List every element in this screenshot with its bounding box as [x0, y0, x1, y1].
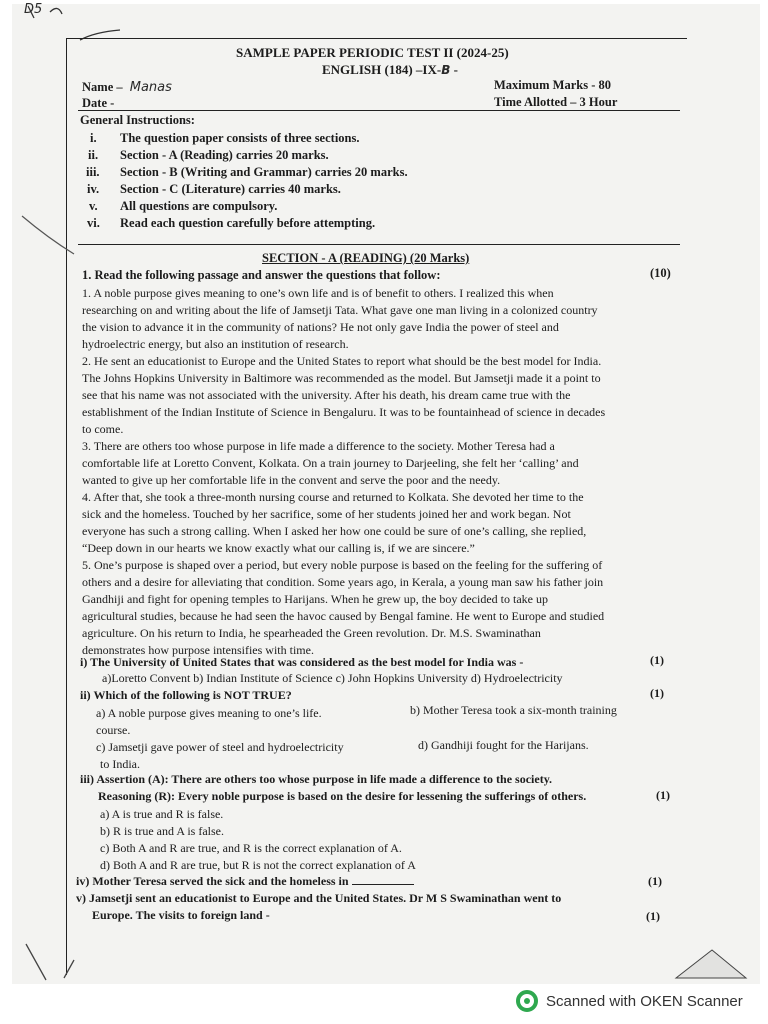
passage-line: comfortable life at Loretto Convent, Kolkata. On a train journey to Darjeeling, she felt her ‘calling’ and [82, 456, 579, 470]
passage-line: to come. [82, 422, 124, 436]
page-fold [672, 942, 752, 982]
instruction-num: v. [89, 199, 98, 213]
option-b: b) R is true and A is false. [100, 824, 224, 838]
question-i-marks: (1) [650, 653, 664, 667]
q1-marks: (10) [650, 266, 671, 280]
instruction-num: ii. [88, 148, 99, 162]
instructions-heading: General Instructions: [80, 113, 195, 127]
section-a-title: SECTION - A (READING) (20 Marks) [262, 251, 470, 265]
passage-line: see that his name was not associated with the university. After his death, his dream came true with the [82, 388, 571, 402]
passage-line: The Johns Hopkins University in Baltimore was recommended as the model. But Jamsetji made it a point to [82, 371, 601, 385]
answer-blank [352, 874, 414, 885]
option-c: c) Both A and R are true, and R is the correct explanation of A. [100, 841, 402, 855]
question-i-options: a)Loretto Convent b) Indian Institute of Science c) John Hopkins University d) Hydroelectricity [102, 671, 563, 685]
scanner-watermark [516, 990, 743, 1012]
passage-line: 1. A noble purpose gives meaning to one’s own life and is of benefit to others. I realized this when [82, 286, 554, 300]
option-b: b) Mother Teresa took a six-month training [410, 703, 617, 717]
instruction-text: All questions are compulsory. [120, 199, 278, 213]
header-divider [78, 110, 680, 111]
q1-prompt: 1. Read the following passage and answer the questions that follow: [82, 268, 441, 282]
option-a: a) A is true and R is false. [100, 807, 224, 821]
option-c-continued: to India. [100, 757, 140, 771]
option-d: d) Both A and R are true, but R is not the correct explanation of A [100, 858, 416, 872]
handwritten-section: B [441, 63, 451, 77]
passage-line: the vision to advance it in the community of nations? He not only gave India the power of steel and [82, 320, 559, 334]
instruction-text: Section - A (Reading) carries 20 marks. [120, 148, 329, 162]
instruction-text: Section - B (Writing and Grammar) carries 20 marks. [120, 165, 408, 179]
margin-mark [18, 210, 78, 260]
passage-line: 3. There are others too whose purpose in life made a difference to the society. Mother Teresa had a [82, 439, 555, 453]
instruction-num: i. [90, 131, 97, 145]
passage-line: demonstrates how purpose intensifies with time. [82, 643, 314, 657]
question-v-continued: Europe. The visits to foreign land - [92, 908, 270, 922]
question-iv-marks: (1) [648, 874, 662, 888]
paper-title: SAMPLE PAPER PERIODIC TEST II (2024-25) [236, 45, 509, 60]
name-label: Name – Manas [82, 80, 172, 95]
passage-line: Gandhiji and fight for opening temples to Harijans. When he grew up, the boy decided to take up [82, 592, 548, 606]
passage-line: “Deep down in our hearts we know exactly what our calling is, if we are sincere.” [82, 541, 475, 555]
oken-logo-icon [516, 990, 538, 1012]
reasoning: Reasoning (R): Every noble purpose is based on the desire for lessening the sufferings of others. [98, 789, 587, 803]
passage-line: 2. He sent an educationist to Europe and the United States to report what should be the best model for India. [82, 354, 602, 368]
passage-line: researching on and writing about the life of Jamsetji Tata. What gave one man living in a colonized country [82, 303, 598, 317]
question-i: i) The University of United States that was considered as the best model for India was - [80, 655, 524, 669]
handwritten-name: Manas [129, 80, 172, 95]
max-marks: Maximum Marks - 80 [494, 78, 611, 92]
passage-line: establishment of the Indian Institute of Science in Bengaluru. It was to be fountainhead of science in decades [82, 405, 606, 419]
question-iv: iv) Mother Teresa served the sick and the homeless in [76, 874, 414, 889]
section-divider [78, 244, 680, 245]
instruction-num: vi. [87, 216, 100, 230]
instruction-text: Section - C (Literature) carries 40 marks. [120, 182, 341, 196]
passage-line: 5. One’s purpose is shaped over a period, but every noble purpose is based on the feeling for the suffering of [82, 558, 603, 572]
instruction-num: iv. [87, 182, 100, 196]
passage-line: wanted to give up her comfortable life in the convent and serve the poor and the needy. [82, 473, 501, 487]
question-iii-marks: (1) [656, 788, 670, 802]
paper-subtitle: ENGLISH (184) –IX-B - [322, 62, 458, 77]
question-v: v) Jamsetji sent an educationist to Europe and the United States. Dr M S Swaminathan went to [76, 891, 562, 905]
question-ii: ii) Which of the following is NOT TRUE? [80, 688, 292, 702]
bottom-margin-mark [20, 930, 90, 986]
passage-line: everyone has such a strong calling. When I asked her how one could be sure of one’s calling, she replied, [82, 524, 587, 538]
date-label: Date - [82, 96, 115, 110]
instruction-text: Read each question carefully before attempting. [120, 216, 376, 230]
handwritten-mark: D5 [24, 2, 43, 17]
question-v-marks: (1) [646, 909, 660, 923]
option-b-continued: course. [96, 723, 131, 737]
passage-line: agricultural studies, because he had seen the havoc caused by Bengal famine. He went to Europe and studied [82, 609, 605, 623]
time-allotted: Time Allotted – 3 Hour [494, 95, 618, 109]
scanner-text: Scanned with OKEN Scanner [546, 992, 743, 1010]
passage-line: 4. After that, she took a three-month nursing course and returned to Kolkata. She devoted her time to the [82, 490, 584, 504]
passage-line: hydroelectric energy, but also an institution of research. [82, 337, 349, 351]
option-d: d) Gandhiji fought for the Harijans. [418, 738, 589, 752]
passage-line: sick and the homeless. Touched by her sacrifice, some of her students joined her and work began. Not [82, 507, 571, 521]
assertion: iii) Assertion (A): There are others too whose purpose in life made a difference to the society. [80, 772, 553, 786]
reading-passage [82, 285, 605, 659]
passage-line: others and a desire for alleviating that condition. Some years ago, in Kerala, a young man saw his father join [82, 575, 604, 589]
instruction-text: The question paper consists of three sections. [120, 131, 360, 145]
option-a: a) A noble purpose gives meaning to one’s life. [96, 706, 322, 720]
question-ii-marks: (1) [650, 686, 664, 700]
passage-line: agriculture. On his return to India, he spearheaded the Green revolution. Dr. M.S. Swaminathan [82, 626, 541, 640]
instruction-num: iii. [86, 165, 100, 179]
option-c: c) Jamsetji gave power of steel and hydroelectricity [96, 740, 344, 754]
